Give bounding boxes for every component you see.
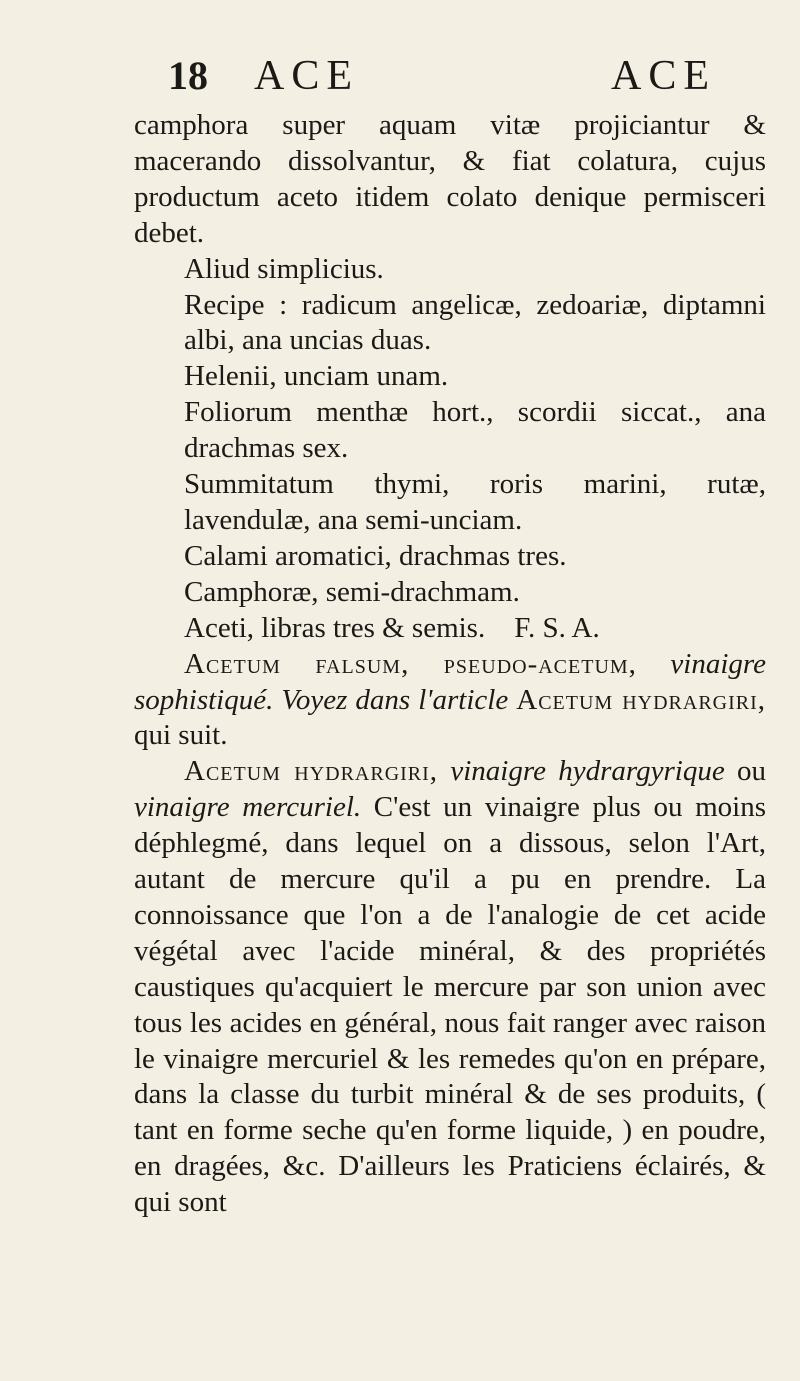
recipe-line: Camphoræ, semi-drachmam. bbox=[184, 575, 520, 608]
header-right-word: ACE bbox=[611, 53, 716, 99]
entry-french-gloss-alt: vinaigre mercuriel. bbox=[134, 791, 362, 824]
page-number: 18 bbox=[168, 53, 208, 98]
page-body bbox=[134, 108, 766, 1221]
entry-headword: Acetum hydrargiri, bbox=[184, 755, 439, 788]
recipe-line: Recipe : radicum angelicæ, zedoariæ, diptamni albi, ana uncias duas. bbox=[184, 288, 766, 357]
header-left-word: ACE bbox=[254, 53, 359, 99]
recipe-list bbox=[134, 252, 766, 647]
recipe-line: Calami aromatici, drachmas tres. bbox=[184, 539, 567, 572]
recipe-line: Aliud simplicius. bbox=[184, 252, 384, 285]
entry-headword: Acetum falsum, pseudo-acetum, bbox=[184, 647, 637, 680]
recipe-line: Foliorum menthæ hort., scordii siccat., ana drachmas sex. bbox=[184, 396, 766, 465]
recipe-line: Summitatum thymi, roris marini, rutæ, lavendulæ, ana semi-unciam. bbox=[184, 468, 766, 536]
entry-acetum-falsum bbox=[134, 647, 766, 755]
entry-french-gloss: vinaigre hydrargyrique bbox=[450, 755, 725, 788]
entry-tail: qui suit. bbox=[134, 719, 228, 752]
recipe-continuation: camphora super aquam vitæ projiciantur & macerando dissolvantur, & fiat colatura, cujus productum aceto itidem colato denique permisceri debet. bbox=[134, 109, 766, 249]
entry-text: C'est un vinaigre plus ou moins déphlegmé, dans lequel on a dissous, selon l'Art, autant de mercure qu'il a pu en prendre. La connoissance que l'on a de l'analogie de cet acide végétal avec l'acide minéral, & des propriétés caustiques qu'acquiert le mercure par son union avec tous les acides en général, nous fait ranger avec raison le vinaigre mercuriel & les remedes qu'on en prépare, dans la classe du turbit minéral & de ses produits, ( tant en forme seche qu'en forme liquide, ) en poudre, en dragées, &c. D'ailleurs les Praticiens éclairés, & qui sont bbox=[134, 791, 766, 1219]
recipe-line: Aceti, libras tres & semis. F. S. A. bbox=[184, 611, 600, 644]
cross-reference: Acetum hydrargiri, bbox=[516, 683, 767, 716]
running-header bbox=[168, 52, 716, 102]
entry-connector: ou bbox=[737, 755, 767, 788]
recipe-line: Helenii, unciam unam. bbox=[184, 360, 449, 393]
entry-french-gloss: vinaigre sophistiqué. Voyez dans l'article bbox=[134, 647, 766, 716]
entry-acetum-hydrargiri bbox=[134, 754, 766, 1221]
